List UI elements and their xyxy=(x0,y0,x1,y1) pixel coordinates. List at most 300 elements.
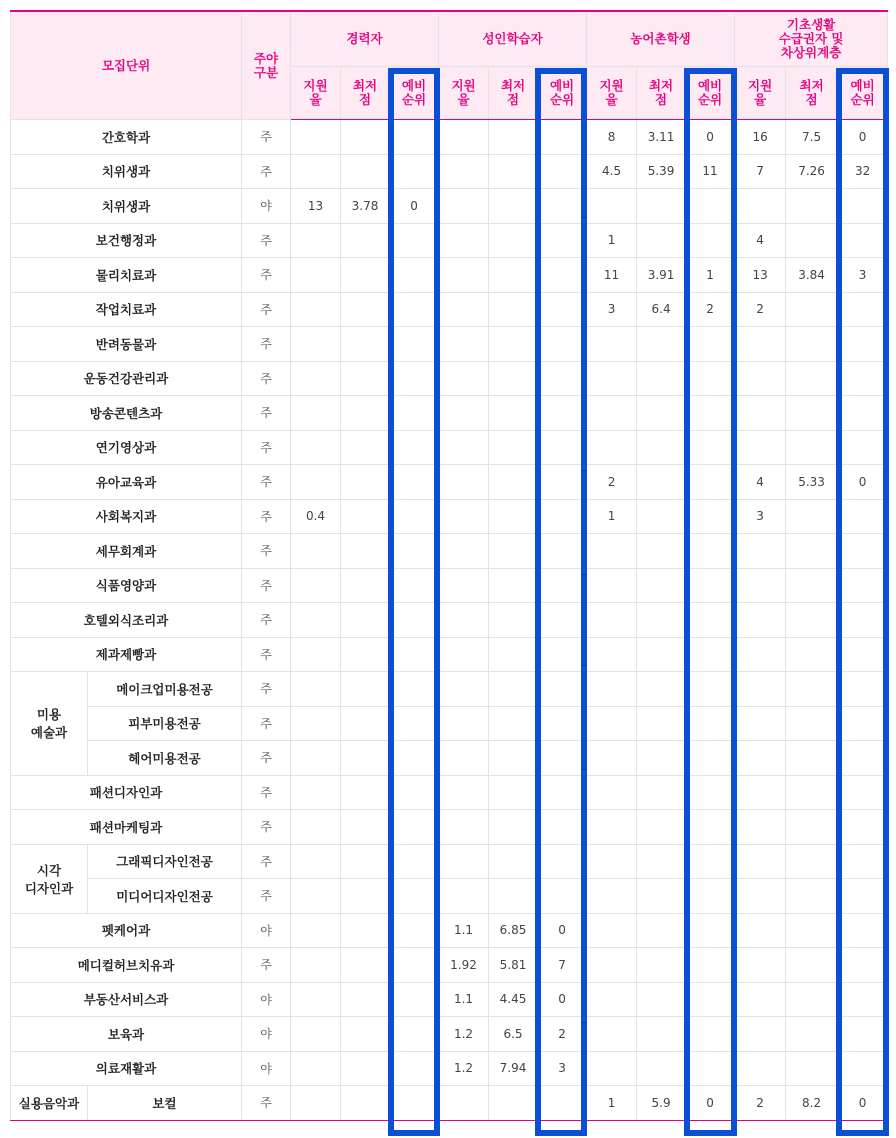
value-cell xyxy=(341,120,390,155)
value-cell xyxy=(786,810,838,845)
value-cell xyxy=(489,430,538,465)
value-cell xyxy=(341,637,390,672)
value-cell xyxy=(439,603,489,638)
value-cell xyxy=(390,568,439,603)
day-night-cell: 주 xyxy=(242,810,291,845)
value-cell xyxy=(637,706,686,741)
table-row xyxy=(11,603,888,638)
value-cell xyxy=(538,534,587,569)
unit-name: 세무회계과 xyxy=(11,534,242,569)
value-cell xyxy=(735,913,786,948)
value-cell xyxy=(489,1086,538,1121)
value-cell xyxy=(489,844,538,879)
value-cell xyxy=(735,189,786,224)
value-cell xyxy=(439,430,489,465)
value-cell xyxy=(538,465,587,500)
value-cell xyxy=(291,982,341,1017)
value-cell xyxy=(341,534,390,569)
value-cell xyxy=(838,672,888,707)
value-cell xyxy=(489,499,538,534)
value-cell xyxy=(439,706,489,741)
value-cell xyxy=(390,292,439,327)
day-night-cell: 야 xyxy=(242,189,291,224)
value-cell xyxy=(489,465,538,500)
header-rural-student-rate: 지원 율 xyxy=(587,67,637,120)
value-cell: 2 xyxy=(735,292,786,327)
value-cell xyxy=(291,465,341,500)
group-label: 실용음악과 xyxy=(11,1086,88,1121)
value-cell xyxy=(838,534,888,569)
value-cell xyxy=(637,1017,686,1052)
unit-name: 작업치료과 xyxy=(11,292,242,327)
value-cell xyxy=(341,430,390,465)
value-cell xyxy=(390,672,439,707)
value-cell xyxy=(439,465,489,500)
value-cell xyxy=(637,775,686,810)
value-cell xyxy=(686,534,735,569)
value-cell xyxy=(637,948,686,983)
value-cell xyxy=(538,879,587,914)
value-cell: 1 xyxy=(686,258,735,293)
unit-name: 보컬 xyxy=(88,1086,242,1121)
unit-name: 유아교육과 xyxy=(11,465,242,500)
day-night-cell: 주 xyxy=(242,430,291,465)
value-cell xyxy=(439,327,489,362)
value-cell xyxy=(291,292,341,327)
unit-name: 메이크업미용전공 xyxy=(88,672,242,707)
value-cell xyxy=(786,603,838,638)
value-cell xyxy=(786,637,838,672)
value-cell xyxy=(735,810,786,845)
value-cell xyxy=(489,603,538,638)
value-cell xyxy=(735,879,786,914)
table-row xyxy=(11,430,888,465)
day-night-cell: 주 xyxy=(242,465,291,500)
value-cell xyxy=(735,706,786,741)
unit-name: 물리치료과 xyxy=(11,258,242,293)
value-cell xyxy=(686,672,735,707)
value-cell xyxy=(838,292,888,327)
table-row xyxy=(11,913,888,948)
value-cell xyxy=(786,499,838,534)
value-cell xyxy=(587,603,637,638)
value-cell xyxy=(786,1017,838,1052)
value-cell xyxy=(341,741,390,776)
value-cell: 0 xyxy=(838,465,888,500)
value-cell: 3.91 xyxy=(637,258,686,293)
value-cell xyxy=(341,223,390,258)
day-night-cell: 주 xyxy=(242,534,291,569)
value-cell xyxy=(341,844,390,879)
table-row xyxy=(11,948,888,983)
value-cell: 1 xyxy=(587,223,637,258)
value-cell: 1.2 xyxy=(439,1051,489,1086)
value-cell xyxy=(439,534,489,569)
value-cell: 1.92 xyxy=(439,948,489,983)
value-cell xyxy=(390,948,439,983)
value-cell xyxy=(390,223,439,258)
value-cell xyxy=(489,189,538,224)
value-cell xyxy=(637,223,686,258)
unit-name: 패션마케팅과 xyxy=(11,810,242,845)
value-cell xyxy=(686,948,735,983)
value-cell xyxy=(291,879,341,914)
value-cell xyxy=(637,982,686,1017)
value-cell xyxy=(439,879,489,914)
value-cell xyxy=(686,361,735,396)
value-cell: 0 xyxy=(538,982,587,1017)
unit-name: 운동건강관리과 xyxy=(11,361,242,396)
day-night-cell: 주 xyxy=(242,775,291,810)
value-cell xyxy=(587,396,637,431)
value-cell: 1.1 xyxy=(439,913,489,948)
value-cell xyxy=(637,430,686,465)
value-cell xyxy=(390,499,439,534)
unit-name: 반려동물과 xyxy=(11,327,242,362)
value-cell xyxy=(439,361,489,396)
header-day-night: 주야 구분 xyxy=(242,11,291,120)
value-cell xyxy=(390,603,439,638)
table-row xyxy=(11,120,888,155)
value-cell xyxy=(786,534,838,569)
value-cell xyxy=(686,706,735,741)
value-cell xyxy=(538,672,587,707)
value-cell: 6.5 xyxy=(489,1017,538,1052)
value-cell: 2 xyxy=(735,1086,786,1121)
value-cell xyxy=(291,844,341,879)
value-cell xyxy=(735,982,786,1017)
value-cell: 2 xyxy=(587,465,637,500)
value-cell xyxy=(637,603,686,638)
value-cell xyxy=(838,223,888,258)
value-cell xyxy=(686,499,735,534)
value-cell xyxy=(390,741,439,776)
unit-name: 헤어미용전공 xyxy=(88,741,242,776)
value-cell xyxy=(341,499,390,534)
value-cell xyxy=(587,1051,637,1086)
value-cell xyxy=(538,1086,587,1121)
value-cell xyxy=(439,189,489,224)
value-cell xyxy=(587,1017,637,1052)
value-cell xyxy=(637,741,686,776)
table-row xyxy=(11,706,888,741)
value-cell xyxy=(637,672,686,707)
value-cell xyxy=(341,913,390,948)
value-cell xyxy=(786,879,838,914)
value-cell xyxy=(341,465,390,500)
value-cell xyxy=(439,775,489,810)
value-cell xyxy=(341,672,390,707)
value-cell: 1 xyxy=(587,499,637,534)
value-cell xyxy=(637,1051,686,1086)
table-row xyxy=(11,154,888,189)
value-cell xyxy=(786,430,838,465)
value-cell: 7.26 xyxy=(786,154,838,189)
value-cell xyxy=(538,154,587,189)
value-cell xyxy=(587,361,637,396)
unit-name: 치위생과 xyxy=(11,154,242,189)
value-cell xyxy=(686,1017,735,1052)
table-row xyxy=(11,258,888,293)
value-cell xyxy=(291,913,341,948)
value-cell xyxy=(838,810,888,845)
value-cell xyxy=(341,292,390,327)
table-row xyxy=(11,1086,888,1121)
value-cell xyxy=(637,189,686,224)
unit-name: 사회복지과 xyxy=(11,499,242,534)
unit-name: 부동산서비스과 xyxy=(11,982,242,1017)
header-group-adult-learner: 성인학습자 xyxy=(439,11,587,67)
value-cell xyxy=(735,672,786,707)
value-cell: 6.4 xyxy=(637,292,686,327)
value-cell xyxy=(838,913,888,948)
value-cell xyxy=(291,1051,341,1086)
value-cell xyxy=(587,189,637,224)
value-cell xyxy=(786,189,838,224)
value-cell xyxy=(735,844,786,879)
table-row xyxy=(11,879,888,914)
value-cell xyxy=(489,568,538,603)
value-cell xyxy=(538,292,587,327)
value-cell xyxy=(489,810,538,845)
value-cell xyxy=(587,327,637,362)
value-cell xyxy=(838,948,888,983)
value-cell xyxy=(587,637,637,672)
value-cell xyxy=(291,775,341,810)
value-cell xyxy=(341,1051,390,1086)
value-cell xyxy=(637,568,686,603)
value-cell xyxy=(838,879,888,914)
value-cell: 5.81 xyxy=(489,948,538,983)
header-rural-student-min-score: 최저 점 xyxy=(637,67,686,120)
value-cell xyxy=(390,913,439,948)
table-row xyxy=(11,465,888,500)
value-cell xyxy=(341,1017,390,1052)
value-cell xyxy=(390,637,439,672)
unit-name: 피부미용전공 xyxy=(88,706,242,741)
day-night-cell: 주 xyxy=(242,327,291,362)
value-cell xyxy=(538,741,587,776)
value-cell xyxy=(341,982,390,1017)
value-cell xyxy=(390,1051,439,1086)
value-cell xyxy=(587,879,637,914)
value-cell xyxy=(786,396,838,431)
unit-name: 치위생과 xyxy=(11,189,242,224)
day-night-cell: 야 xyxy=(242,982,291,1017)
value-cell: 2 xyxy=(538,1017,587,1052)
header-group-experienced: 경력자 xyxy=(291,11,439,67)
value-cell xyxy=(341,258,390,293)
value-cell xyxy=(637,810,686,845)
header-group-basic-living: 기초생활 수급권자 및 차상위계층 xyxy=(735,11,888,67)
value-cell xyxy=(786,292,838,327)
value-cell xyxy=(538,637,587,672)
day-night-cell: 주 xyxy=(242,499,291,534)
value-cell xyxy=(786,1051,838,1086)
value-cell: 0 xyxy=(686,120,735,155)
value-cell xyxy=(686,465,735,500)
value-cell xyxy=(390,775,439,810)
value-cell xyxy=(390,982,439,1017)
value-cell xyxy=(786,568,838,603)
value-cell xyxy=(489,120,538,155)
value-cell: 3.84 xyxy=(786,258,838,293)
value-cell: 4.5 xyxy=(587,154,637,189)
unit-name: 식품영양과 xyxy=(11,568,242,603)
value-cell xyxy=(538,361,587,396)
value-cell xyxy=(390,396,439,431)
value-cell xyxy=(291,361,341,396)
value-cell xyxy=(291,327,341,362)
value-cell xyxy=(587,982,637,1017)
value-cell xyxy=(341,361,390,396)
value-cell xyxy=(735,1017,786,1052)
value-cell xyxy=(390,879,439,914)
value-cell xyxy=(439,741,489,776)
value-cell xyxy=(587,775,637,810)
value-cell xyxy=(341,1086,390,1121)
value-cell xyxy=(686,430,735,465)
day-night-cell: 주 xyxy=(242,879,291,914)
day-night-cell: 주 xyxy=(242,223,291,258)
unit-name: 펫케어과 xyxy=(11,913,242,948)
value-cell xyxy=(587,430,637,465)
value-cell xyxy=(489,637,538,672)
value-cell xyxy=(838,327,888,362)
value-cell xyxy=(291,603,341,638)
value-cell xyxy=(786,706,838,741)
value-cell xyxy=(686,741,735,776)
value-cell: 7 xyxy=(538,948,587,983)
value-cell: 0.4 xyxy=(291,499,341,534)
value-cell xyxy=(390,465,439,500)
value-cell: 0 xyxy=(838,1086,888,1121)
table-row xyxy=(11,775,888,810)
value-cell xyxy=(838,844,888,879)
group-label: 시각 디자인과 xyxy=(11,844,88,913)
value-cell: 16 xyxy=(735,120,786,155)
value-cell xyxy=(838,1017,888,1052)
value-cell xyxy=(538,327,587,362)
value-cell xyxy=(786,361,838,396)
value-cell xyxy=(735,396,786,431)
unit-name: 메디컬허브치유과 xyxy=(11,948,242,983)
header-adult-learner-waitlist-rank: 예비 순위 xyxy=(538,67,587,120)
header-unit: 모집단위 xyxy=(11,11,242,120)
value-cell xyxy=(390,534,439,569)
value-cell xyxy=(538,430,587,465)
value-cell xyxy=(786,844,838,879)
value-cell xyxy=(637,361,686,396)
value-cell xyxy=(390,810,439,845)
value-cell xyxy=(786,775,838,810)
value-cell xyxy=(838,361,888,396)
unit-name: 간호학과 xyxy=(11,120,242,155)
value-cell xyxy=(686,913,735,948)
day-night-cell: 주 xyxy=(242,1086,291,1121)
value-cell xyxy=(637,879,686,914)
header-experienced-waitlist-rank: 예비 순위 xyxy=(390,67,439,120)
value-cell xyxy=(735,568,786,603)
value-cell: 4.45 xyxy=(489,982,538,1017)
value-cell xyxy=(291,810,341,845)
value-cell xyxy=(489,534,538,569)
value-cell xyxy=(838,430,888,465)
value-cell xyxy=(489,327,538,362)
day-night-cell: 주 xyxy=(242,120,291,155)
table-row xyxy=(11,568,888,603)
value-cell xyxy=(291,568,341,603)
value-cell: 5.33 xyxy=(786,465,838,500)
value-cell xyxy=(390,361,439,396)
value-cell xyxy=(735,637,786,672)
value-cell: 3 xyxy=(838,258,888,293)
table-row xyxy=(11,672,888,707)
value-cell xyxy=(735,534,786,569)
header-group-rural-student: 농어촌학생 xyxy=(587,11,735,67)
value-cell xyxy=(390,154,439,189)
value-cell xyxy=(291,154,341,189)
value-cell xyxy=(439,223,489,258)
value-cell xyxy=(489,154,538,189)
table-row xyxy=(11,982,888,1017)
header-adult-learner-min-score: 최저 점 xyxy=(489,67,538,120)
table-row xyxy=(11,1051,888,1086)
unit-name: 의료재활과 xyxy=(11,1051,242,1086)
value-cell xyxy=(291,223,341,258)
value-cell xyxy=(735,361,786,396)
value-cell: 5.39 xyxy=(637,154,686,189)
value-cell xyxy=(489,879,538,914)
table-row xyxy=(11,741,888,776)
value-cell: 7 xyxy=(735,154,786,189)
value-cell xyxy=(538,120,587,155)
value-cell xyxy=(291,1086,341,1121)
value-cell xyxy=(637,499,686,534)
value-cell xyxy=(439,672,489,707)
unit-name: 호텔외식조리과 xyxy=(11,603,242,638)
value-cell xyxy=(838,706,888,741)
header-basic-living-min-score: 최저 점 xyxy=(786,67,838,120)
value-cell xyxy=(786,948,838,983)
value-cell: 3 xyxy=(538,1051,587,1086)
value-cell xyxy=(439,292,489,327)
value-cell xyxy=(587,810,637,845)
day-night-cell: 주 xyxy=(242,672,291,707)
value-cell xyxy=(439,637,489,672)
value-cell xyxy=(341,396,390,431)
value-cell xyxy=(341,879,390,914)
day-night-cell: 야 xyxy=(242,1051,291,1086)
value-cell xyxy=(439,499,489,534)
value-cell xyxy=(587,913,637,948)
value-cell: 0 xyxy=(390,189,439,224)
value-cell xyxy=(538,844,587,879)
value-cell xyxy=(439,154,489,189)
value-cell xyxy=(439,120,489,155)
value-cell xyxy=(637,465,686,500)
value-cell xyxy=(489,775,538,810)
unit-name: 미디어디자인전공 xyxy=(88,879,242,914)
value-cell xyxy=(587,706,637,741)
value-cell xyxy=(735,327,786,362)
table-row xyxy=(11,499,888,534)
value-cell xyxy=(341,775,390,810)
value-cell xyxy=(291,637,341,672)
table-row xyxy=(11,810,888,845)
value-cell xyxy=(587,741,637,776)
value-cell xyxy=(686,396,735,431)
